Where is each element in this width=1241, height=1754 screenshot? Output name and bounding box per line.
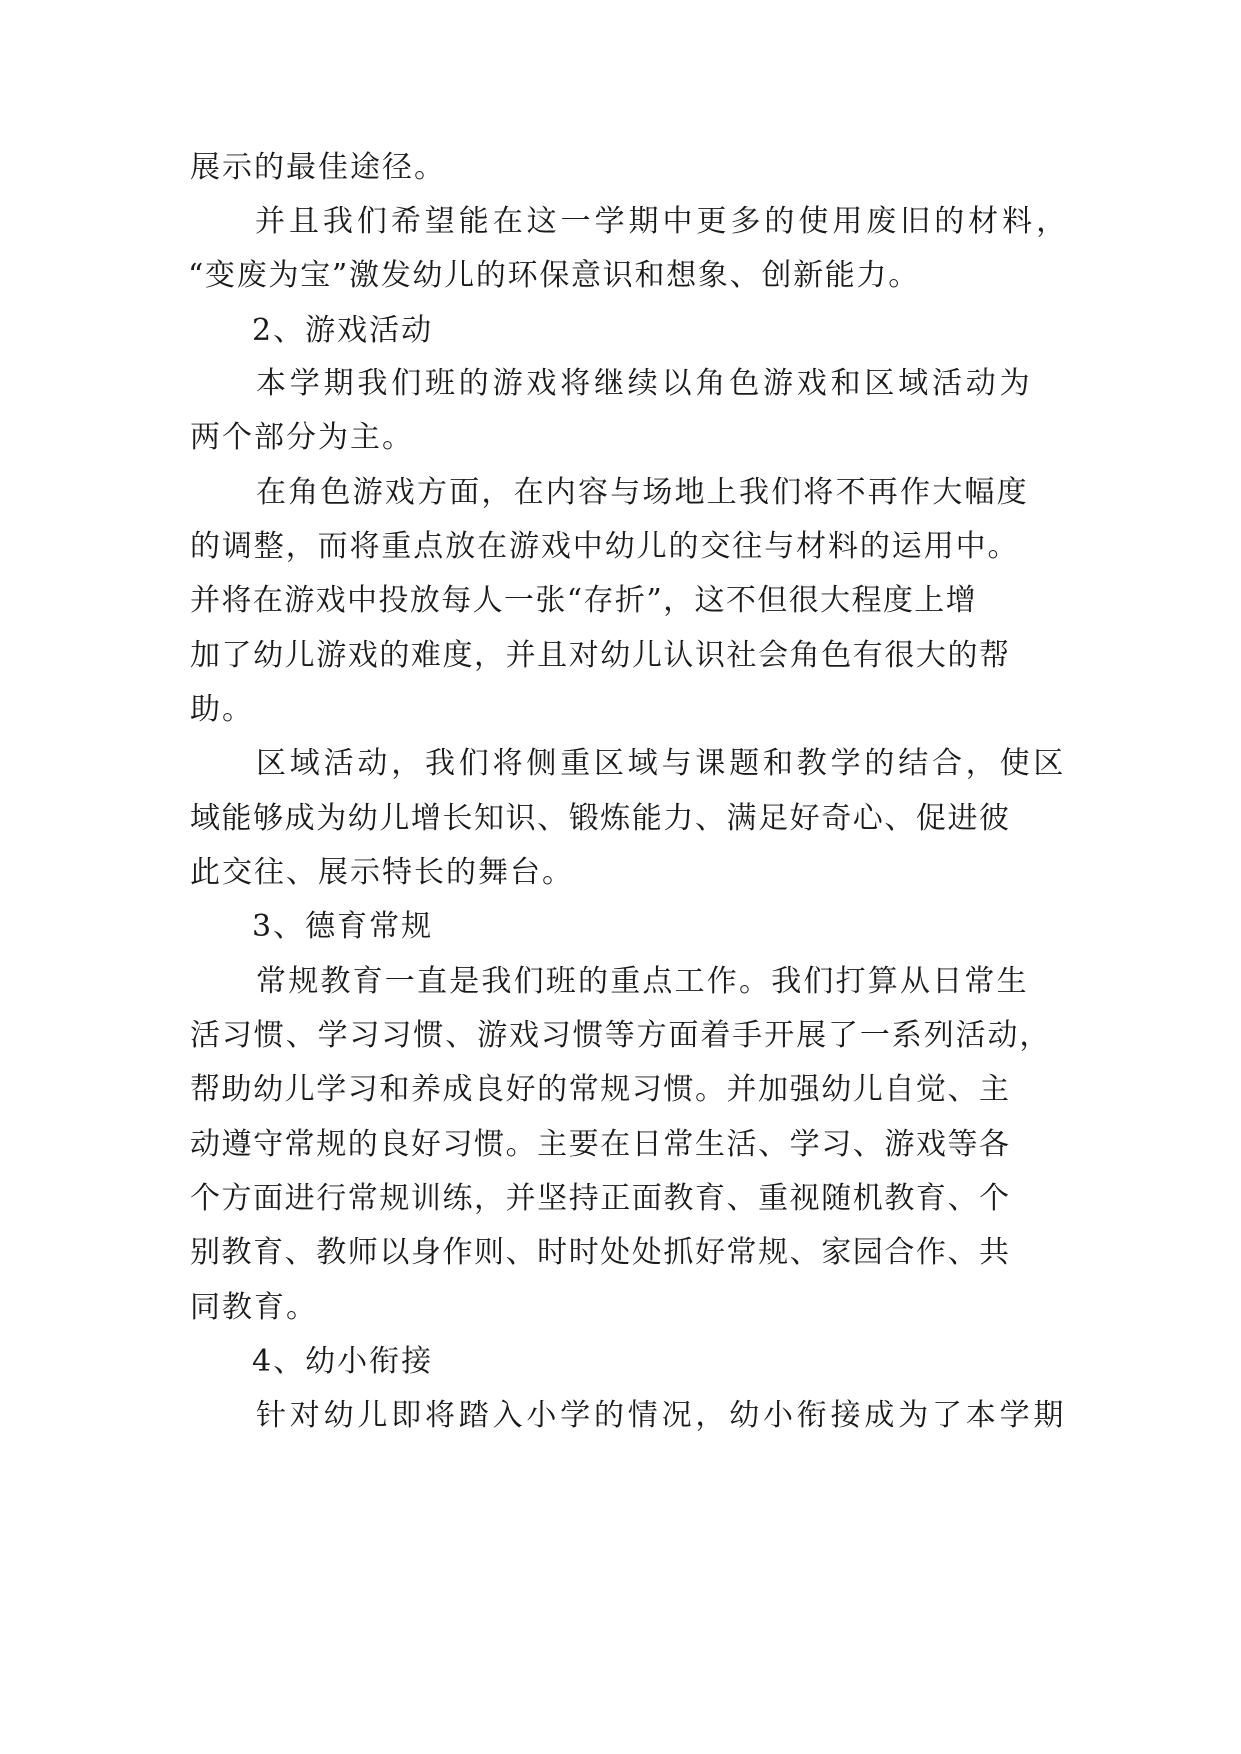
text-line: 的调整，而将重点放在游戏中幼儿的交往与材料的运用中。 xyxy=(190,529,1020,564)
text-line: 助。 xyxy=(190,692,254,727)
text-line: 帮助幼儿学习和养成良好的常规习惯。并加强幼儿自觉、主 xyxy=(190,1072,1011,1107)
section-heading: 3、德育常规 xyxy=(252,909,434,944)
text-line: “变废为宝”激发幼儿的环保意识和想象、创新能力。 xyxy=(188,258,920,293)
text-line: 个方面进行常规训练，并坚持正面教育、重视随机教育、个 xyxy=(190,1181,1011,1216)
text-line: 并将在游戏中投放每人一张“存折”，这不但很大程度上增 xyxy=(190,583,978,618)
text-line: 常规教育一直是我们班的重点工作。我们打算从日常生 xyxy=(256,964,1029,999)
text-line: 同教育。 xyxy=(190,1290,318,1325)
section-heading: 4、幼小衔接 xyxy=(252,1344,434,1379)
text-line: 区域活动，我们将侧重区域与课题和教学的结合，使区 xyxy=(256,746,1068,781)
text-line: 别教育、教师以身作则、时时处处抓好常规、家园合作、共 xyxy=(190,1235,1011,1270)
text-line: 在角色游戏方面，在内容与场地上我们将不再作大幅度 xyxy=(256,475,1029,510)
text-line: 针对幼儿即将踏入小学的情况，幼小衔接成为了本学期 xyxy=(256,1398,1068,1433)
text-line: 加了幼儿游戏的难度，并且对幼儿认识社会角色有很大的帮 xyxy=(190,638,1011,673)
text-line: 两个部分为主。 xyxy=(190,420,414,455)
text-line: 域能够成为幼儿增长知识、锻炼能力、满足好奇心、促进彼 xyxy=(190,801,1011,836)
text-line: 本学期我们班的游戏将继续以角色游戏和区域活动为 xyxy=(256,366,1034,401)
text-line: 活习惯、学习习惯、游戏习惯等方面着手开展了一系列活动， xyxy=(190,1018,1052,1053)
text-line: 此交往、展示特长的舞台。 xyxy=(190,855,574,890)
text-line: 动遵守常规的良好习惯。主要在日常生活、学习、游戏等各 xyxy=(190,1127,1011,1162)
text-line: 展示的最佳途径。 xyxy=(190,150,446,185)
text-line: 并且我们希望能在这一学期中更多的使用废旧的材料， xyxy=(255,204,1071,239)
section-heading: 2、游戏活动 xyxy=(252,313,434,348)
